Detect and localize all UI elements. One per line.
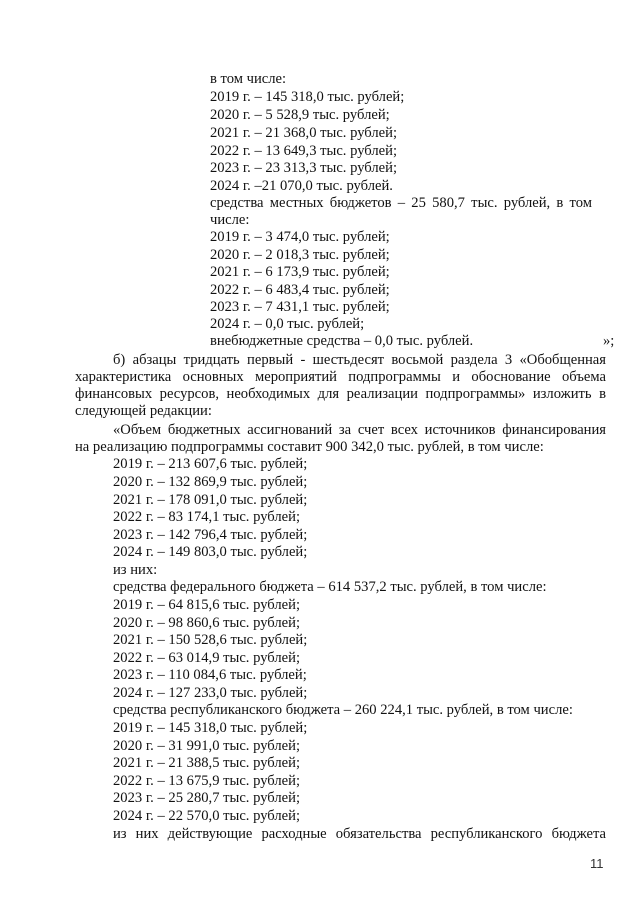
text-line: 2021 г. – 178 091,0 тыс. рублей; xyxy=(113,492,308,508)
text-line: 2023 г. – 142 796,4 тыс. рублей; xyxy=(113,527,308,543)
text-line: 2020 г. – 98 860,6 тыс. рублей; xyxy=(113,615,300,631)
text-line: 2021 г. – 21 368,0 тыс. рублей; xyxy=(210,125,397,141)
text-line: следующей редакции: xyxy=(75,403,212,419)
text-line: из них действующие расходные обязательства республиканского бюджета xyxy=(113,826,606,842)
text-line: 2023 г. – 25 280,7 тыс. рублей; xyxy=(113,790,300,806)
text-line: 2021 г. – 6 173,9 тыс. рублей; xyxy=(210,264,390,280)
text-line: 2021 г. – 150 528,6 тыс. рублей; xyxy=(113,632,308,648)
text-line: 2024 г. – 149 803,0 тыс. рублей; xyxy=(113,544,308,560)
text-line: «Объем бюджетных ассигнований за счет всех источников финансирования xyxy=(113,422,606,438)
text-line: характеристика основных мероприятий подпрограммы и обоснование объема xyxy=(75,369,606,385)
text-line: 2019 г. – 3 474,0 тыс. рублей; xyxy=(210,229,390,245)
text-line: 2024 г. – 127 233,0 тыс. рублей; xyxy=(113,685,308,701)
text-line: 2019 г. – 145 318,0 тыс. рублей; xyxy=(210,89,405,105)
text-line: 2024 г. –21 070,0 тыс. рублей. xyxy=(210,178,393,194)
text-line: 2019 г. – 145 318,0 тыс. рублей; xyxy=(113,720,308,736)
text-line: 2024 г. – 0,0 тыс. рублей; xyxy=(210,316,365,332)
text-line: средства местных бюджетов – 25 580,7 тыс. рублей, в том xyxy=(210,195,592,211)
text-line: средства республиканского бюджета – 260 224,1 тыс. рублей, в том числе: xyxy=(113,702,573,718)
text-line: 2023 г. – 23 313,3 тыс. рублей; xyxy=(210,160,397,176)
text-line: 2021 г. – 21 388,5 тыс. рублей; xyxy=(113,755,300,771)
text-line: 2023 г. – 7 431,1 тыс. рублей; xyxy=(210,299,390,315)
text-line: 2022 г. – 83 174,1 тыс. рублей; xyxy=(113,509,300,525)
text-line: 2022 г. – 13 649,3 тыс. рублей; xyxy=(210,143,397,159)
text-line: 2019 г. – 213 607,6 тыс. рублей; xyxy=(113,456,308,472)
text-line: 2020 г. – 132 869,9 тыс. рублей; xyxy=(113,474,308,490)
closing-quote: »; xyxy=(603,333,615,349)
text-line: 2019 г. – 64 815,6 тыс. рублей; xyxy=(113,597,300,613)
text-line: средства федерального бюджета – 614 537,2 тыс. рублей, в том числе: xyxy=(113,579,547,595)
page-number: 11 xyxy=(590,856,604,871)
text-line: финансовых ресурсов, необходимых для реализации подпрограммы» изложить в xyxy=(75,386,606,402)
text-line: 2022 г. – 6 483,4 тыс. рублей; xyxy=(210,282,390,298)
text-line: в том числе: xyxy=(210,71,287,87)
text-line: 2024 г. – 22 570,0 тыс. рублей; xyxy=(113,808,300,824)
text-line: внебюджетные средства – 0,0 тыс. рублей. xyxy=(210,333,474,349)
text-line: б) абзацы тридцать первый - шестьдесят восьмой раздела 3 «Обобщенная xyxy=(113,352,606,368)
text-line: 2023 г. – 110 084,6 тыс. рублей; xyxy=(113,667,307,683)
text-line: из них: xyxy=(113,562,158,578)
text-line: 2022 г. – 13 675,9 тыс. рублей; xyxy=(113,773,300,789)
text-line: 2020 г. – 2 018,3 тыс. рублей; xyxy=(210,247,390,263)
text-line: 2020 г. – 31 991,0 тыс. рублей; xyxy=(113,738,300,754)
text-line: 2020 г. – 5 528,9 тыс. рублей; xyxy=(210,107,390,123)
text-line: числе: xyxy=(210,212,250,228)
text-line: 2022 г. – 63 014,9 тыс. рублей; xyxy=(113,650,300,666)
text-line: на реализацию подпрограммы составит 900 342,0 тыс. рублей, в том числе: xyxy=(75,439,544,455)
